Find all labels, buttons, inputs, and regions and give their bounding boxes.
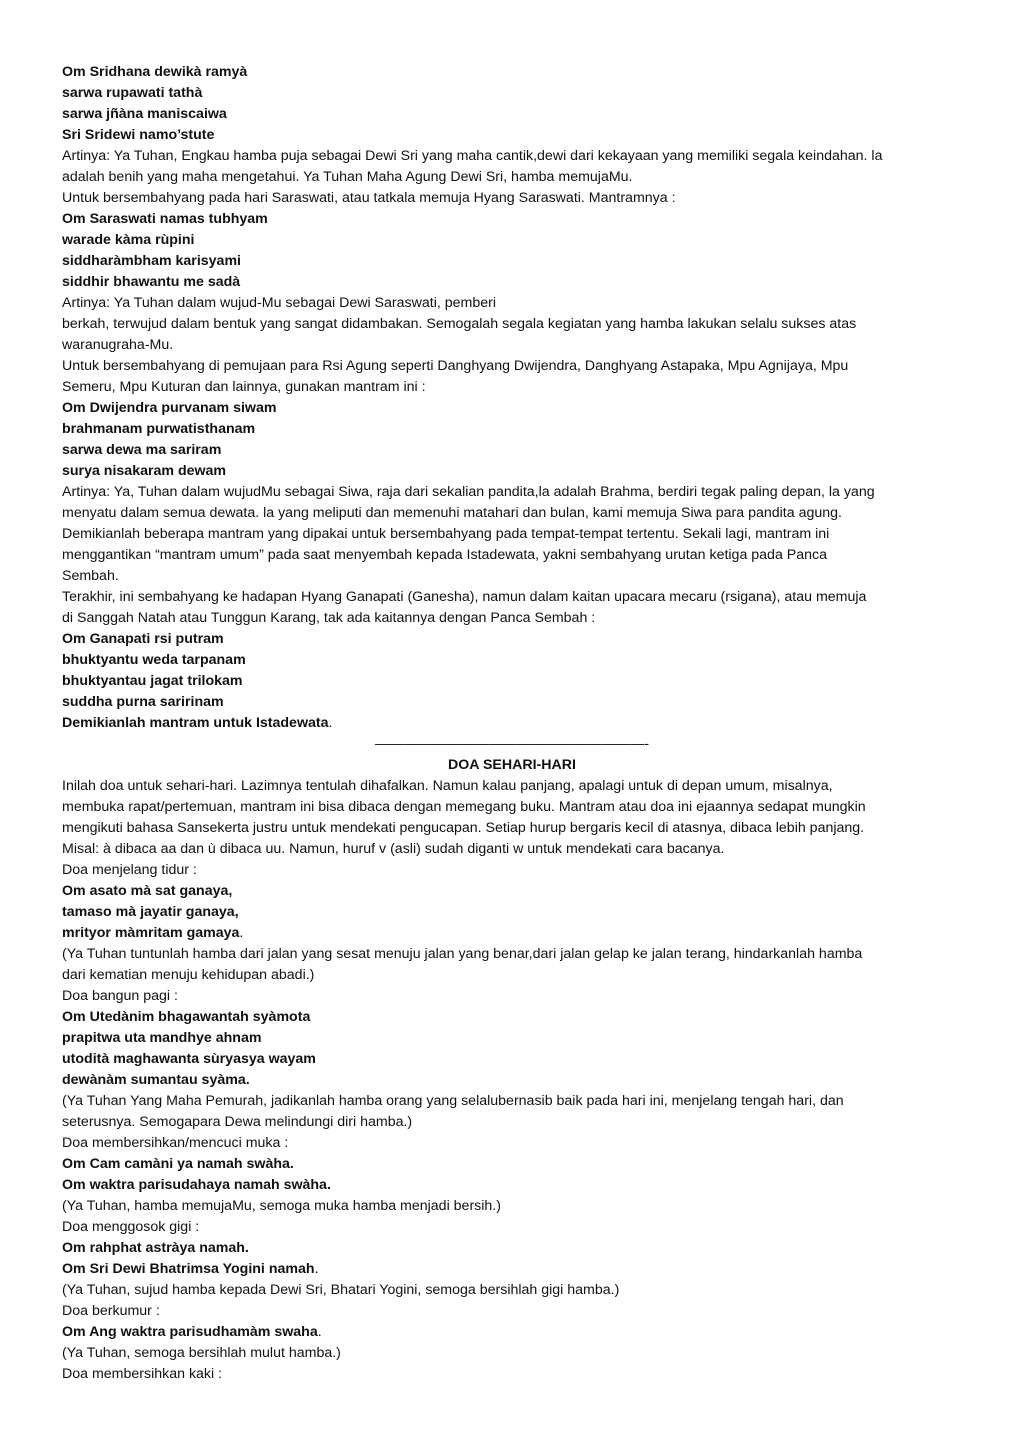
punctuation: . (317, 1324, 322, 1340)
text-line: Doa membersihkan/mencuci muka : (62, 1135, 289, 1151)
mantra-line: Om rahphat astràya namah. (62, 1240, 249, 1256)
text-line: dari kematian menuju kehidupan abadi.) (62, 967, 315, 983)
mantra-line: Om Cam camàni ya namah swàha. (62, 1156, 294, 1172)
mantra-line: Sri Sridewi namo’stute (62, 127, 215, 143)
mantra-line: Om Utedànim bhagawantah syàmota (62, 1009, 311, 1025)
text-line: waranugraha-Mu. (62, 337, 174, 353)
text-line: Doa membersihkan kaki : (62, 1366, 223, 1382)
text-line: Inilah doa untuk sehari-hari. Lazimnya tentulah dihafalkan. Namun kalau panjang, apalagi untuk di depan umum, misalnya, (62, 778, 833, 794)
text-line: membuka rapat/pertemuan, mantram ini bisa dibaca dengan memegang buku. Mantram atau doa ini ejaannya sedapat mungkin (62, 799, 866, 815)
mantra-line (62, 923, 962, 944)
text-line: Untuk bersembahyang pada hari Saraswati, atau tatkala memuja Hyang Saraswati. Mantramnya : (62, 190, 676, 206)
mantra-line: Om Saraswati namas tubhyam (62, 211, 268, 227)
mantra-line: utodità maghawanta sùryasya wayam (62, 1051, 316, 1067)
mantra-line: Om Sridhana dewikà ramyà (62, 64, 248, 80)
mantra-line: Om waktra parisudahaya namah swàha. (62, 1177, 331, 1193)
text-line: Artinya: Ya, Tuhan dalam wujudMu sebagai Siwa, raja dari sekalian pandita,la adalah Brahma, berdiri tegak paling depan, la yang (62, 484, 875, 500)
mantra-line: bhuktyantu weda tarpanam (62, 652, 246, 668)
text-line: Doa berkumur : (62, 1303, 160, 1319)
text-line: Demikianlah beberapa mantram yang dipakai untuk bersembahyang pada tempat-tempat tertentu. Sekali lagi, mantram ini (62, 526, 830, 542)
text-line: Semeru, Mpu Kuturan dan lainnya, gunakan mantram ini : (62, 379, 426, 395)
text-line: Doa menjelang tidur : (62, 862, 197, 878)
text-line: Doa menggosok gigi : (62, 1219, 200, 1235)
mantra-line: sarwa rupawati tathà (62, 85, 203, 101)
mantra-line: suddha purna saririnam (62, 694, 224, 710)
text-line: (Ya Tuhan, hamba memujaMu, semoga muka hamba menjadi bersih.) (62, 1198, 501, 1214)
mantra-line: Om asato mà sat ganaya, (62, 883, 233, 899)
mantra-text: Demikianlah mantram untuk Istadewata (62, 715, 329, 731)
text-line: Misal: à dibaca aa dan ù dibaca uu. Namun, huruf v (asli) sudah diganti w untuk mendekati cara bacanya. (62, 841, 725, 857)
mantra-line: sarwa dewa ma sariram (62, 442, 222, 458)
separator-line: ———————————————————- (374, 736, 650, 752)
text-line: (Ya Tuhan, semoga bersihlah mulut hamba.) (62, 1345, 341, 1361)
text-line: di Sanggah Natah atau Tunggun Karang, tak ada kaitannya dengan Panca Sembah : (62, 610, 596, 626)
mantra-line: sarwa jñàna maniscaiwa (62, 106, 227, 122)
mantra-text: mrityor màmritam gamaya (62, 925, 240, 941)
punctuation: . (239, 925, 244, 941)
text-line: berkah, terwujud dalam bentuk yang sangat didambakan. Semogalah segala kegiatan yang hamba lakukan selalu sukses atas (62, 316, 857, 332)
text-line: (Ya Tuhan, sujud hamba kepada Dewi Sri, Bhatari Yogini, semoga bersihlah gigi hamba.) (62, 1282, 620, 1298)
text-line: Doa bangun pagi : (62, 988, 178, 1004)
mantra-text: Om Ang waktra parisudhamàm swaha (62, 1324, 318, 1340)
text-line: Artinya: Ya Tuhan, Engkau hamba puja sebagai Dewi Sri yang maha cantik,dewi dari kekayaan yang memiliki segala keindahan. la (62, 148, 883, 164)
text-line: menyatu dalam semua dewata. la yang meliputi dan memenuhi matahari dan bulan, kami memuja Siwa para pandita agung. (62, 505, 842, 521)
text-line: Untuk bersembahyang di pemujaan para Rsi Agung seperti Danghyang Dwijendra, Danghyang Astapaka, Mpu Agnijaya, Mpu (62, 358, 849, 374)
text-line: adalah benih yang maha mengetahui. Ya Tuhan Maha Agung Dewi Sri, hamba memujaMu. (62, 169, 633, 185)
mantra-line (62, 713, 962, 734)
text-line: mengikuti bahasa Sansekerta justru untuk mendekati pengucapan. Setiap hurup bergaris kecil di atasnya, dibaca lebih panjang. (62, 820, 865, 836)
document-body (62, 62, 962, 1385)
mantra-line: warade kàma rùpini (62, 232, 195, 248)
text-line: seterusnya. Semogapara Dewa melindungi diri hamba.) (62, 1114, 413, 1130)
mantra-line: Om Ganapati rsi putram (62, 631, 224, 647)
punctuation: . (328, 715, 333, 731)
mantra-line (62, 1322, 962, 1343)
mantra-line: surya nisakaram dewam (62, 463, 227, 479)
mantra-line: brahmanam purwatisthanam (62, 421, 256, 437)
text-line: Sembah. (62, 568, 119, 584)
mantra-line: dewànàm sumantau syàma. (62, 1072, 250, 1088)
punctuation: . (314, 1261, 319, 1277)
text-line: (Ya Tuhan tuntunlah hamba dari jalan yang sesat menuju jalan yang benar,dari jalan gelap ke jalan terang, hindarkanlah hamba (62, 946, 863, 962)
text-line: menggantikan “mantram umum” pada saat menyembah kepada Istadewata, yakni sembahyang urutan ketiga pada Panca (62, 547, 828, 563)
mantra-line: prapitwa uta mandhye ahnam (62, 1030, 262, 1046)
text-line: (Ya Tuhan Yang Maha Pemurah, jadikanlah hamba orang yang selalubernasib baik pada hari ini, menjelang tengah hari, dan (62, 1093, 844, 1109)
mantra-line: Om Dwijendra purvanam siwam (62, 400, 277, 416)
section-heading: DOA SEHARI-HARI (448, 757, 576, 773)
text-line: Terakhir, ini sembahyang ke hadapan Hyang Ganapati (Ganesha), namun dalam kaitan upacara mecaru (rsigana), atau memuja (62, 589, 867, 605)
mantra-line: bhuktyantau jagat trilokam (62, 673, 243, 689)
text-line: Artinya: Ya Tuhan dalam wujud-Mu sebagai Dewi Saraswati, pemberi (62, 295, 496, 311)
mantra-line: siddhir bhawantu me sadà (62, 274, 241, 290)
mantra-line: siddharàmbham karisyami (62, 253, 241, 269)
mantra-text: Om Sri Dewi Bhatrimsa Yogini namah (62, 1261, 315, 1277)
mantra-line: tamaso mà jayatir ganaya, (62, 904, 239, 920)
mantra-line (62, 1259, 962, 1280)
